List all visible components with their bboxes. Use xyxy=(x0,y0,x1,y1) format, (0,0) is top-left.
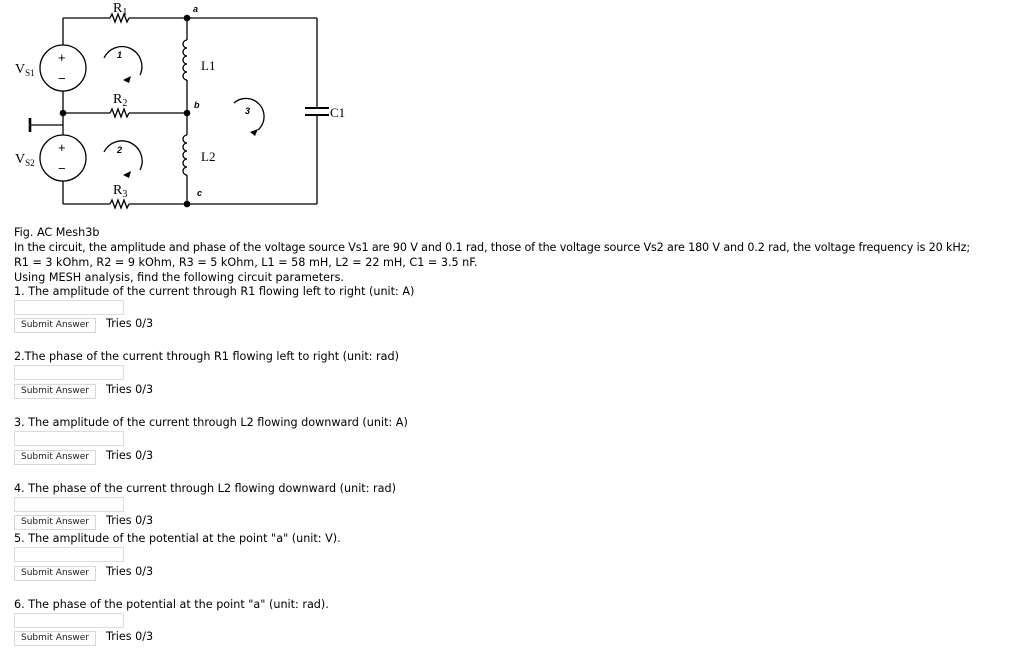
node-a-label: a xyxy=(193,4,199,14)
node-c-label: c xyxy=(197,188,203,198)
question-5-tries: Tries 0/3 xyxy=(106,565,154,578)
node-dot-a xyxy=(184,15,191,22)
question-2-text: 2.The phase of the current through R1 flowing left to right (unit: rad) xyxy=(14,350,399,363)
question-4-submit-button[interactable]: Submit Answer xyxy=(14,515,96,530)
node-b-label: b xyxy=(194,100,200,110)
svg-text:R2 xyxy=(113,92,127,109)
question-3-answer-input[interactable] xyxy=(14,431,124,446)
r2-resistor xyxy=(110,109,129,117)
l1-inductor xyxy=(183,40,187,80)
question-1-answer-input[interactable] xyxy=(14,300,124,315)
r2-label-sub: 2 xyxy=(122,98,128,109)
question-1-submit-button[interactable]: Submit Answer xyxy=(14,318,96,333)
mesh-2-label: 2 xyxy=(117,145,123,155)
problem-line-1: In the circuit, the amplitude and phase of the voltage source Vs1 are 90 V and 0.1 rad, those of the voltage source Vs2 are 180 V and 0.2 rad, the voltage frequency is 20 kHz; xyxy=(14,241,970,254)
vs1-label-sub: S1 xyxy=(25,68,35,78)
question-4-answer-input[interactable] xyxy=(14,497,124,512)
c1-label: C1 xyxy=(330,105,346,120)
node-dot-b xyxy=(184,110,191,117)
problem-line-2: R1 = 3 kOhm, R2 = 9 kOhm, R3 = 5 kOhm, L1 = 58 mH, L2 = 22 mH, C1 = 3.5 nF. xyxy=(14,256,478,269)
question-2-submit-button[interactable]: Submit Answer xyxy=(14,384,96,399)
question-6-answer-input[interactable] xyxy=(14,613,124,628)
question-6-text: 6. The phase of the potential at the point "a" (unit: rad). xyxy=(14,598,329,611)
circuit-diagram xyxy=(0,0,346,215)
svg-text:R3 xyxy=(113,183,127,200)
mesh-2-loop xyxy=(104,141,142,170)
l2-inductor xyxy=(183,135,187,175)
vs2-plus-sign: + xyxy=(58,140,66,155)
node-dot-c xyxy=(184,201,191,208)
vs2-minus-sign: − xyxy=(58,161,66,176)
l1-label: L1 xyxy=(201,58,216,73)
problem-line-3: Using MESH analysis, find the following circuit parameters. xyxy=(14,271,344,284)
r1-label: R xyxy=(113,1,123,16)
question-4-tries: Tries 0/3 xyxy=(106,514,154,527)
problem-statement xyxy=(14,225,1022,285)
question-6-submit-button[interactable]: Submit Answer xyxy=(14,631,96,646)
vs1-label: V xyxy=(15,62,26,77)
vs1-plus-sign: + xyxy=(58,50,66,65)
mesh-3-label: 3 xyxy=(245,106,251,116)
question-5-text: 5. The amplitude of the potential at the point "a" (unit: V). xyxy=(14,532,341,545)
svg-text:VS2 xyxy=(15,152,35,168)
l2-label: L2 xyxy=(201,149,216,164)
question-1-tries: Tries 0/3 xyxy=(106,317,154,330)
figure-title: Fig. AC Mesh3b xyxy=(14,226,100,239)
question-3-text: 3. The amplitude of the current through L2 flowing downward (unit: A) xyxy=(14,416,408,429)
r1-label-sub: 1 xyxy=(122,7,128,18)
r3-resistor xyxy=(110,200,129,208)
vs1-minus-sign: − xyxy=(58,71,66,86)
r3-label: R xyxy=(113,183,123,198)
r3-label-sub: 3 xyxy=(122,189,128,200)
mesh-1-label: 1 xyxy=(117,50,123,60)
question-2-tries: Tries 0/3 xyxy=(106,383,154,396)
r2-label: R xyxy=(113,92,123,107)
question-3-submit-button[interactable]: Submit Answer xyxy=(14,450,96,465)
vs2-label: V xyxy=(15,152,26,167)
node-dot-left-mid xyxy=(60,110,67,117)
question-1-text: 1. The amplitude of the current through R1 flowing left to right (unit: A) xyxy=(14,285,415,298)
question-6-tries: Tries 0/3 xyxy=(106,630,154,643)
mesh-1-loop xyxy=(104,47,142,75)
svg-text:VS1 xyxy=(15,62,35,78)
question-5-submit-button[interactable]: Submit Answer xyxy=(14,566,96,581)
question-5-answer-input[interactable] xyxy=(14,547,124,562)
svg-text:R1 xyxy=(113,1,127,18)
c1-capacitor xyxy=(305,108,329,115)
vs2-label-sub: S2 xyxy=(25,158,35,168)
question-4-text: 4. The phase of the current through L2 flowing downward (unit: rad) xyxy=(14,482,396,495)
question-2-answer-input[interactable] xyxy=(14,365,124,380)
question-3-tries: Tries 0/3 xyxy=(106,449,154,462)
